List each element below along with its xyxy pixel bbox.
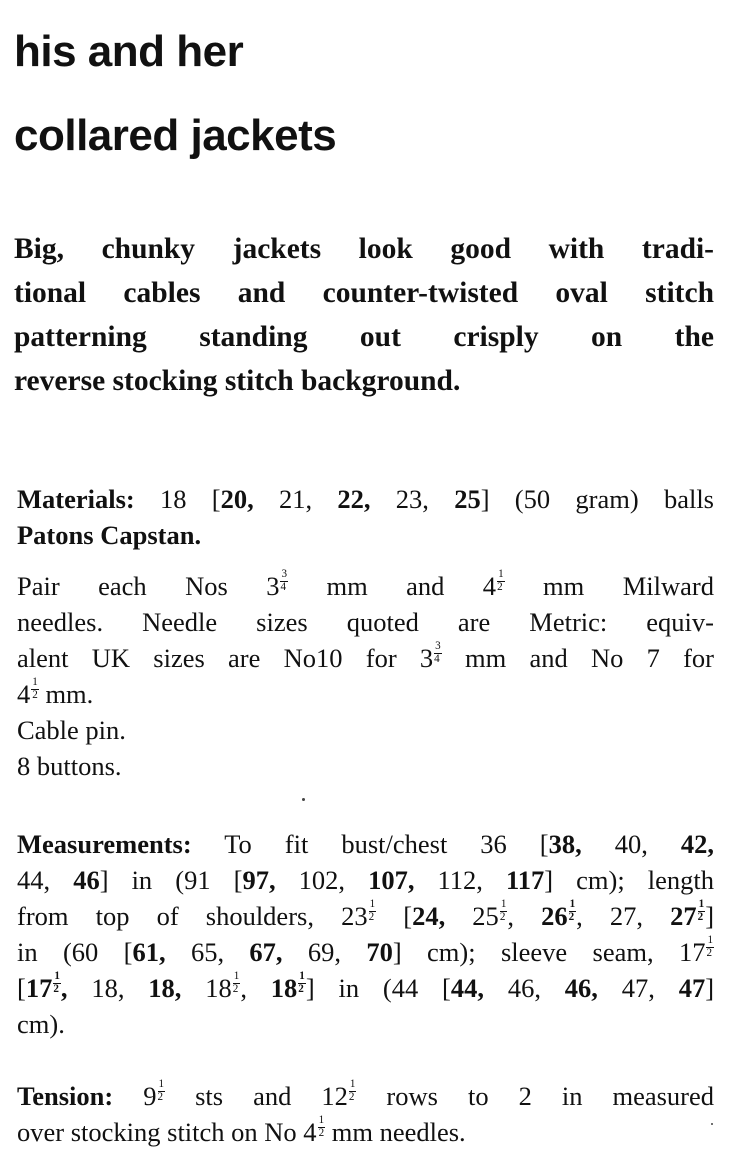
text: 18 xyxy=(270,973,298,1003)
text: ] xyxy=(705,973,715,1003)
text: 44, xyxy=(17,865,74,895)
intro-line-2: tional cables and counter-twisted oval stitch xyxy=(14,277,714,309)
text: ] (50 gram) balls xyxy=(480,484,714,514)
materials-section xyxy=(17,481,714,553)
text: ] in (91 [ xyxy=(99,865,243,895)
bold-size: 46, xyxy=(564,973,598,1003)
bold-size: 24, xyxy=(412,901,446,931)
fraction-half xyxy=(369,899,377,923)
bold-size: 97, xyxy=(242,865,276,895)
fraction-denominator: 2 xyxy=(32,689,38,701)
intro-paragraph xyxy=(14,227,714,403)
text: To fit bust/chest 36 [ xyxy=(191,829,549,859)
bold-size: 67, xyxy=(249,937,283,967)
bold-size: 46 xyxy=(73,865,100,895)
needles-line-1 xyxy=(17,568,714,604)
text: sts and 12 xyxy=(165,1081,348,1111)
print-speck xyxy=(711,1123,713,1125)
text: ] cm); sleeve seam, 17 xyxy=(392,937,706,967)
fraction-three-quarters xyxy=(434,641,442,665)
bold-size: 20, xyxy=(220,484,254,514)
measurements-line-2 xyxy=(17,862,714,898)
fraction-numerator: 1 xyxy=(32,676,38,689)
cable-pin: Cable pin. xyxy=(17,715,126,745)
fraction-denominator: 2 xyxy=(157,1091,164,1103)
text: , 27, xyxy=(576,901,671,931)
fraction-half xyxy=(706,935,714,959)
text: 25 xyxy=(445,901,499,931)
needles-line-4 xyxy=(17,676,714,712)
materials-label: Materials: xyxy=(17,484,135,514)
text: 9 xyxy=(113,1081,157,1111)
measurements-line-6: cm). xyxy=(17,1009,65,1039)
bold-size: 18, xyxy=(148,973,182,1003)
tension-line-1 xyxy=(17,1078,714,1114)
text: mm Milward xyxy=(504,571,714,601)
text: over stocking stitch on No 4 xyxy=(17,1117,317,1147)
needles-section xyxy=(17,568,714,784)
bold-size: 61, xyxy=(132,937,166,967)
text: alent UK sizes are No10 for 3 xyxy=(17,643,434,673)
fraction-numerator: 3 xyxy=(435,640,441,653)
bold-size xyxy=(670,898,705,931)
buttons: 8 buttons. xyxy=(17,751,122,781)
text: 18 [ xyxy=(134,484,221,514)
text: Pair each Nos 3 xyxy=(17,571,280,601)
fraction-numerator: 1 xyxy=(299,970,305,983)
text: mm needles. xyxy=(325,1117,466,1147)
yarn-name: Patons Capstan. xyxy=(17,520,202,550)
fraction-half xyxy=(158,1079,166,1103)
text: mm. xyxy=(38,679,94,709)
fraction-numerator: 3 xyxy=(281,568,288,581)
text: 46, xyxy=(484,973,565,1003)
fraction-half xyxy=(318,1115,326,1139)
text: in (60 [ xyxy=(17,937,133,967)
page-title xyxy=(14,10,714,178)
measurements-line-3 xyxy=(17,898,714,934)
materials-line-2 xyxy=(17,517,714,553)
text: [ xyxy=(376,901,413,931)
fraction-numerator: 1 xyxy=(707,934,714,947)
text: mm and No 7 for xyxy=(441,643,715,673)
fraction-numerator: 1 xyxy=(54,970,60,983)
materials-line-1 xyxy=(17,481,714,517)
text: ] cm); length xyxy=(544,865,715,895)
fraction-denominator: 2 xyxy=(368,911,375,923)
bold-size xyxy=(541,898,576,931)
fraction-half xyxy=(497,569,505,593)
measurements-section xyxy=(17,826,714,1042)
print-speck xyxy=(302,798,305,801)
fraction-half xyxy=(53,971,61,995)
fraction-half xyxy=(298,971,306,995)
text: 40, xyxy=(581,829,681,859)
needles-line-3 xyxy=(17,640,714,676)
title-line-1: his and her xyxy=(14,27,244,76)
bold-size: 70 xyxy=(366,937,393,967)
text: 26 xyxy=(541,901,568,931)
text: 18, xyxy=(67,973,149,1003)
tension-label: Tension: xyxy=(17,1081,114,1111)
text: 112, xyxy=(414,865,506,895)
text: ] xyxy=(705,901,715,931)
fraction-three-quarters xyxy=(280,569,288,593)
fraction-denominator: 2 xyxy=(53,983,59,995)
measurements-label: Measurements: xyxy=(17,829,192,859)
bold-size: 22, xyxy=(337,484,371,514)
fraction-numerator: 1 xyxy=(498,568,504,581)
text: 65, xyxy=(165,937,250,967)
fraction-numerator: 1 xyxy=(569,898,576,911)
fraction-denominator: 2 xyxy=(706,947,713,959)
text: 23, xyxy=(370,484,455,514)
text: 17 xyxy=(25,973,53,1003)
bold-size: 117 xyxy=(505,865,545,895)
bold-size: 107, xyxy=(368,865,415,895)
text: 27 xyxy=(670,901,697,931)
tension-section xyxy=(17,1078,714,1150)
bold-size: 25 xyxy=(454,484,481,514)
text: from top of shoulders, 23 xyxy=(17,901,368,931)
text: ] in (44 [ xyxy=(305,973,451,1003)
measurements-line-5 xyxy=(17,970,714,1006)
text: rows to 2 in measured xyxy=(356,1081,714,1111)
text: 69, xyxy=(282,937,367,967)
text: 102, xyxy=(275,865,369,895)
fraction-denominator: 4 xyxy=(434,653,440,665)
needles-line-2: needles. Needle sizes quoted are Metric: equiv- xyxy=(17,607,714,637)
intro-line-3: patterning standing out crisply on the xyxy=(14,321,714,353)
fraction-numerator: 1 xyxy=(233,970,240,983)
fraction-denominator: 2 xyxy=(697,911,704,923)
fraction-half xyxy=(31,677,39,701)
fraction-denominator: 2 xyxy=(232,983,239,995)
measurements-line-4 xyxy=(17,934,714,970)
fraction-denominator: 2 xyxy=(298,983,304,995)
text: 47, xyxy=(597,973,679,1003)
text: 21, xyxy=(253,484,338,514)
fraction-denominator: 4 xyxy=(280,581,287,593)
text: mm and 4 xyxy=(288,571,497,601)
fraction-denominator: 2 xyxy=(568,911,575,923)
title-line-2: collared jackets xyxy=(14,111,337,160)
text: [ xyxy=(17,973,26,1003)
fraction-denominator: 2 xyxy=(318,1127,325,1139)
fraction-denominator: 2 xyxy=(499,911,506,923)
bold-size xyxy=(25,970,68,1003)
text: 4 xyxy=(17,679,31,709)
fraction-numerator: 1 xyxy=(698,898,705,911)
fraction-numerator: 1 xyxy=(369,898,376,911)
bold-size xyxy=(270,970,306,1003)
bold-size: 38, xyxy=(548,829,582,859)
text: , xyxy=(240,973,271,1003)
measurements-line-1 xyxy=(17,826,714,862)
fraction-numerator: 1 xyxy=(500,898,507,911)
fraction-denominator: 2 xyxy=(497,581,503,593)
intro-line-4: reverse stocking stitch background. xyxy=(14,365,461,397)
fraction-numerator: 1 xyxy=(349,1078,356,1091)
fraction-denominator: 2 xyxy=(348,1091,355,1103)
intro-line-1: Big, chunky jackets look good with tradi- xyxy=(14,233,714,265)
bold-size: 47 xyxy=(678,973,706,1003)
text: , xyxy=(507,901,542,931)
bold-size: 44, xyxy=(450,973,485,1003)
text: 18 xyxy=(181,973,232,1003)
tension-line-2 xyxy=(17,1114,714,1150)
text: , xyxy=(60,973,68,1003)
bold-size: 42, xyxy=(680,829,714,859)
fraction-numerator: 1 xyxy=(158,1078,165,1091)
fraction-numerator: 1 xyxy=(318,1114,325,1127)
